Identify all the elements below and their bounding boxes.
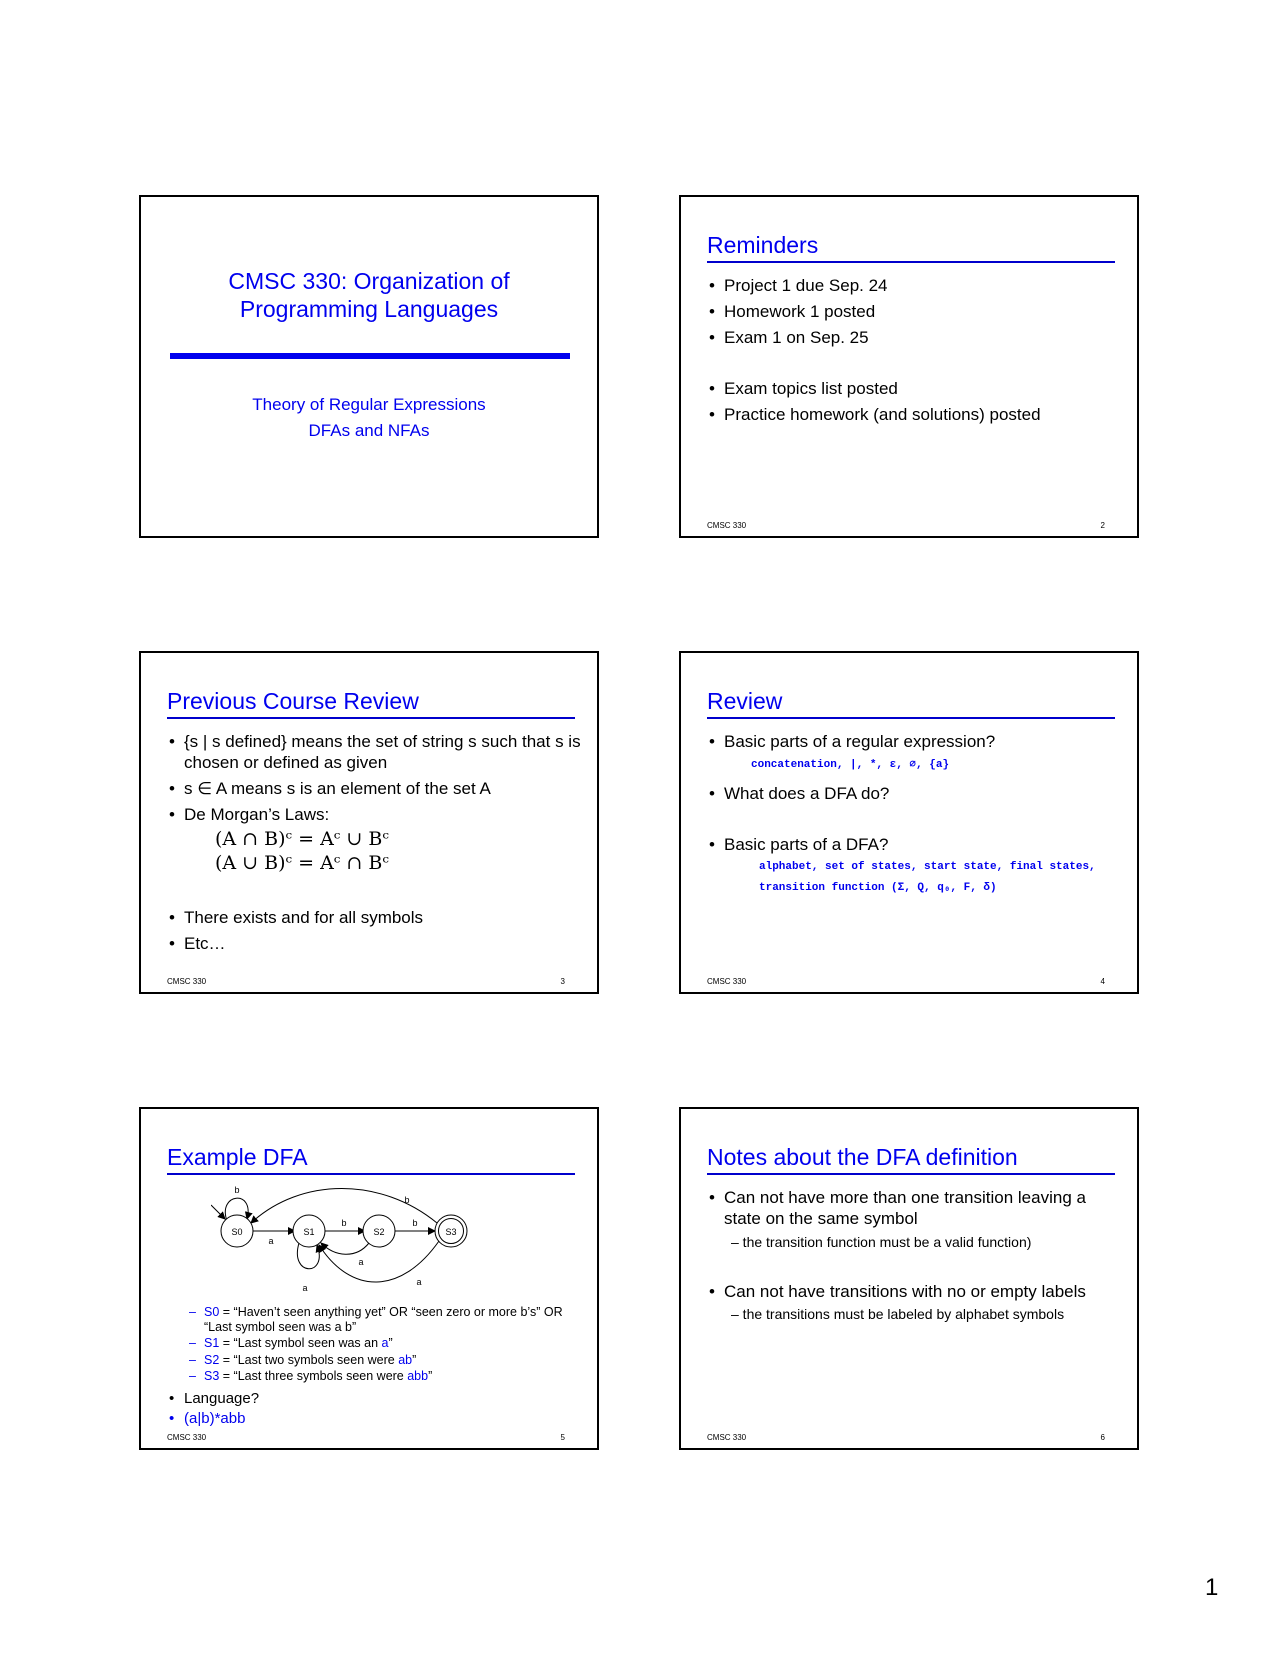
slide-4-title: Review xyxy=(707,687,1115,719)
slide-number: 5 xyxy=(560,1433,565,1442)
list-item: • Basic parts of a DFA? xyxy=(707,834,1122,855)
page-number: 1 xyxy=(1205,1574,1219,1601)
edge-label: b xyxy=(404,1195,410,1205)
slide-6-title: Notes about the DFA definition xyxy=(707,1143,1115,1175)
slide-2-bullets-b xyxy=(707,378,1122,430)
list-item: • Practice homework (and solutions) posted xyxy=(707,404,1122,425)
dfa-parts-line-1: alphabet, set of states, start state, final states, xyxy=(759,861,1096,873)
slide-number: 3 xyxy=(560,977,565,986)
slide-4-bullets-c xyxy=(707,834,1122,860)
slide-number: 4 xyxy=(1100,977,1105,986)
slide-6-bullets-b xyxy=(707,1281,1122,1304)
list-item: • Basic parts of a regular expression? xyxy=(707,731,1122,752)
list-item: • Can not have more than one transition leaving a state on the same symbol xyxy=(707,1187,1122,1229)
list-item: • What does a DFA do? xyxy=(707,783,1122,804)
state-label: S3 xyxy=(445,1227,457,1237)
dfa-diagram xyxy=(211,1185,491,1300)
edge-label: b xyxy=(234,1185,240,1195)
list-item: • Project 1 due Sep. 24 xyxy=(707,275,1122,296)
regex-parts: concatenation, |, *, ε, ∅, {a} xyxy=(751,759,950,771)
list-item: – S1 = “Last symbol seen was an a” xyxy=(189,1336,569,1351)
footer-label: CMSC 330 xyxy=(167,977,207,986)
slide-5 xyxy=(139,1107,599,1450)
start-arrow xyxy=(211,1205,225,1219)
list-item: • s ∈ A means s is an element of the set A xyxy=(167,778,582,799)
list-item: • There exists and for all symbols xyxy=(167,907,582,928)
slide-2-bullets xyxy=(707,275,1122,353)
slide-4 xyxy=(679,651,1139,994)
slide-5-bullets xyxy=(167,1390,582,1433)
footer-label: CMSC 330 xyxy=(167,1433,207,1442)
slide-6-sub-2: – the transitions must be labeled by alphabet symbols xyxy=(731,1306,1065,1322)
slide-6-bullets xyxy=(707,1187,1122,1231)
footer-label: CMSC 330 xyxy=(707,521,747,530)
list-item: • Exam 1 on Sep. 25 xyxy=(707,327,1122,348)
edge-label: a xyxy=(268,1236,274,1246)
list-item: – S2 = “Last two symbols seen were ab” xyxy=(189,1353,569,1368)
slide-1-title: CMSC 330: Organization of Programming Languages xyxy=(228,268,510,322)
slide-2 xyxy=(679,195,1139,538)
de-morgan-equation-2: (A ∪ B)ᶜ = Aᶜ ∩ Bᶜ xyxy=(215,852,389,874)
slide-4-bullets-b xyxy=(707,783,1122,809)
list-item: – S3 = “Last three symbols seen were abb” xyxy=(189,1369,569,1384)
edge-label: a xyxy=(302,1283,308,1293)
list-item: • De Morgan’s Laws: xyxy=(167,804,582,825)
list-item: • Exam topics list posted xyxy=(707,378,1122,399)
title-divider xyxy=(170,353,570,359)
edge-label: b xyxy=(412,1218,418,1228)
dfa-parts-line-2: transition function (Σ, Q, q₀, F, δ) xyxy=(759,882,997,894)
slide-3-bullets xyxy=(167,731,582,830)
list-item: • (a|b)*abb xyxy=(167,1410,582,1428)
edge-label: b xyxy=(341,1218,347,1228)
footer-label: CMSC 330 xyxy=(707,1433,747,1442)
footer-label: CMSC 330 xyxy=(707,977,747,986)
edge-s2-s1 xyxy=(321,1243,369,1254)
slide-1-subtitle: Theory of Regular Expressions DFAs and NFAs xyxy=(252,395,486,440)
slide-3 xyxy=(139,651,599,994)
slide-1 xyxy=(139,195,599,538)
list-item: • Language? xyxy=(167,1390,582,1408)
slide-number: 2 xyxy=(1100,521,1105,530)
slide-4-bullets xyxy=(707,731,1122,757)
de-morgan-equation-1: (A ∩ B)ᶜ = Aᶜ ∪ Bᶜ xyxy=(215,828,389,850)
edge-label: a xyxy=(358,1257,364,1267)
state-label: S1 xyxy=(303,1227,315,1237)
list-item: • Etc… xyxy=(167,933,582,954)
list-item: • {s | s defined} means the set of string s such that s is chosen or defined as given xyxy=(167,731,582,773)
list-item: • Can not have transitions with no or empty labels xyxy=(707,1281,1122,1302)
slide-6-sub-1: – the transition function must be a valid function) xyxy=(731,1234,1032,1250)
state-notes xyxy=(189,1305,569,1386)
slide-number: 6 xyxy=(1100,1433,1105,1442)
list-item: – S0 = “Haven’t seen anything yet” OR “seen zero or more b’s” OR “Last symbol seen was a b” xyxy=(189,1305,569,1334)
state-label: S0 xyxy=(231,1227,243,1237)
slide-2-title: Reminders xyxy=(707,231,1115,263)
slide-5-title: Example DFA xyxy=(167,1143,575,1175)
slide-6 xyxy=(679,1107,1139,1450)
slide-3-title: Previous Course Review xyxy=(167,687,575,719)
list-item: • Homework 1 posted xyxy=(707,301,1122,322)
slide-3-bullets-b xyxy=(167,907,582,959)
state-label: S2 xyxy=(373,1227,385,1237)
edge-label: a xyxy=(416,1277,422,1287)
